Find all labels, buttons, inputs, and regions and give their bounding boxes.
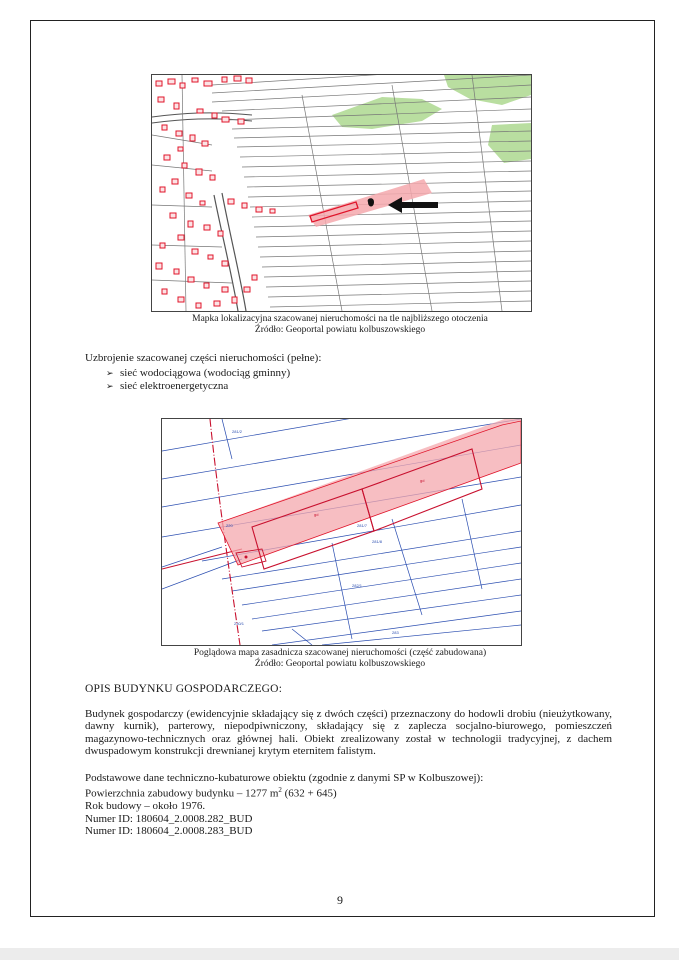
utilities-intro: Uzbrojenie szacowanej części nieruchomości (pełne): xyxy=(85,352,322,364)
facts-intro: Podstawowe dane techniczno-kubaturowe obiektu (zgodnie z danymi SP w Kolbuszowej): xyxy=(85,772,484,784)
utilities-list xyxy=(106,367,290,392)
svg-text:283: 283 xyxy=(392,630,399,635)
facts-year: Rok budowy – około 1976. xyxy=(85,800,206,813)
forest-patch xyxy=(488,123,531,163)
svg-text:230/1: 230/1 xyxy=(234,621,245,626)
location-map xyxy=(151,74,532,312)
map1-caption-line2: Źródło: Geoportal powiatu kolbuszowskiego xyxy=(254,325,426,335)
technical-facts xyxy=(85,772,483,838)
map2-caption-line1: Poglądowa mapa zasadnicza szacowanej nieruchomości (część zabudowana) xyxy=(193,648,487,658)
svg-text:gd: gd xyxy=(314,512,319,517)
svg-text:gd: gd xyxy=(420,478,425,483)
svg-text:282/1: 282/1 xyxy=(352,583,363,588)
svg-text:281/2: 281/2 xyxy=(232,429,243,434)
base-map-drawing xyxy=(162,419,521,645)
utility-item-electric: sieć elektroenergetyczna xyxy=(120,379,229,392)
arrowhead-bullet-icon: ➢ xyxy=(106,368,114,378)
arrowhead-bullet-icon: ➢ xyxy=(106,380,114,391)
svg-text:281/8: 281/8 xyxy=(372,539,383,544)
area-suffix: (632 + 645) xyxy=(281,788,337,801)
area-prefix: Powierzchnia zabudowy budynku – 1277 m xyxy=(85,788,279,801)
map1-caption-line1: Mapka lokalizacyjna szacowanej nieruchomości na tle najbliższego otoczenia xyxy=(192,314,488,324)
page-number: 9 xyxy=(337,893,343,907)
svg-text:281/7: 281/7 xyxy=(357,523,368,528)
facts-id-1: Numer ID: 180604_2.0008.282_BUD xyxy=(85,812,253,825)
svg-text:220: 220 xyxy=(226,523,233,528)
base-map xyxy=(161,418,522,646)
facts-area xyxy=(85,784,483,800)
list-item xyxy=(106,380,290,393)
page-bottom-strip xyxy=(0,948,679,960)
location-map-drawing xyxy=(152,75,531,311)
list-item xyxy=(106,367,290,380)
utility-item-water: sieć wodociągowa (wodociąg gminny) xyxy=(120,367,291,379)
section-heading: OPIS BUDYNKU GOSPODARCZEGO: xyxy=(85,683,283,695)
building-description: Budynek gospodarczy (ewidencyjnie składający się z dwóch części) przeznaczony do hodowli drobiu (nieużytkowany, dawny kurnik), parterowy, niepodpiwniczony, składający się z zaplecza socjalno-biurowego, pomieszczeń magazynowo-technicznych oraz głównej hali. Obiekt zrealizowany został w technologii tradycyjnej, z dachem dwuspadowym konstrukcji drewnianej krytym eternitem falistym. xyxy=(85,708,612,758)
map2-caption-line2: Źródło: Geoportal powiatu kolbuszowskiego xyxy=(254,659,426,669)
area-unit-sup: 2 xyxy=(278,786,282,795)
facts-id-2: Numer ID: 180604_2.0008.283_BUD xyxy=(85,825,253,838)
